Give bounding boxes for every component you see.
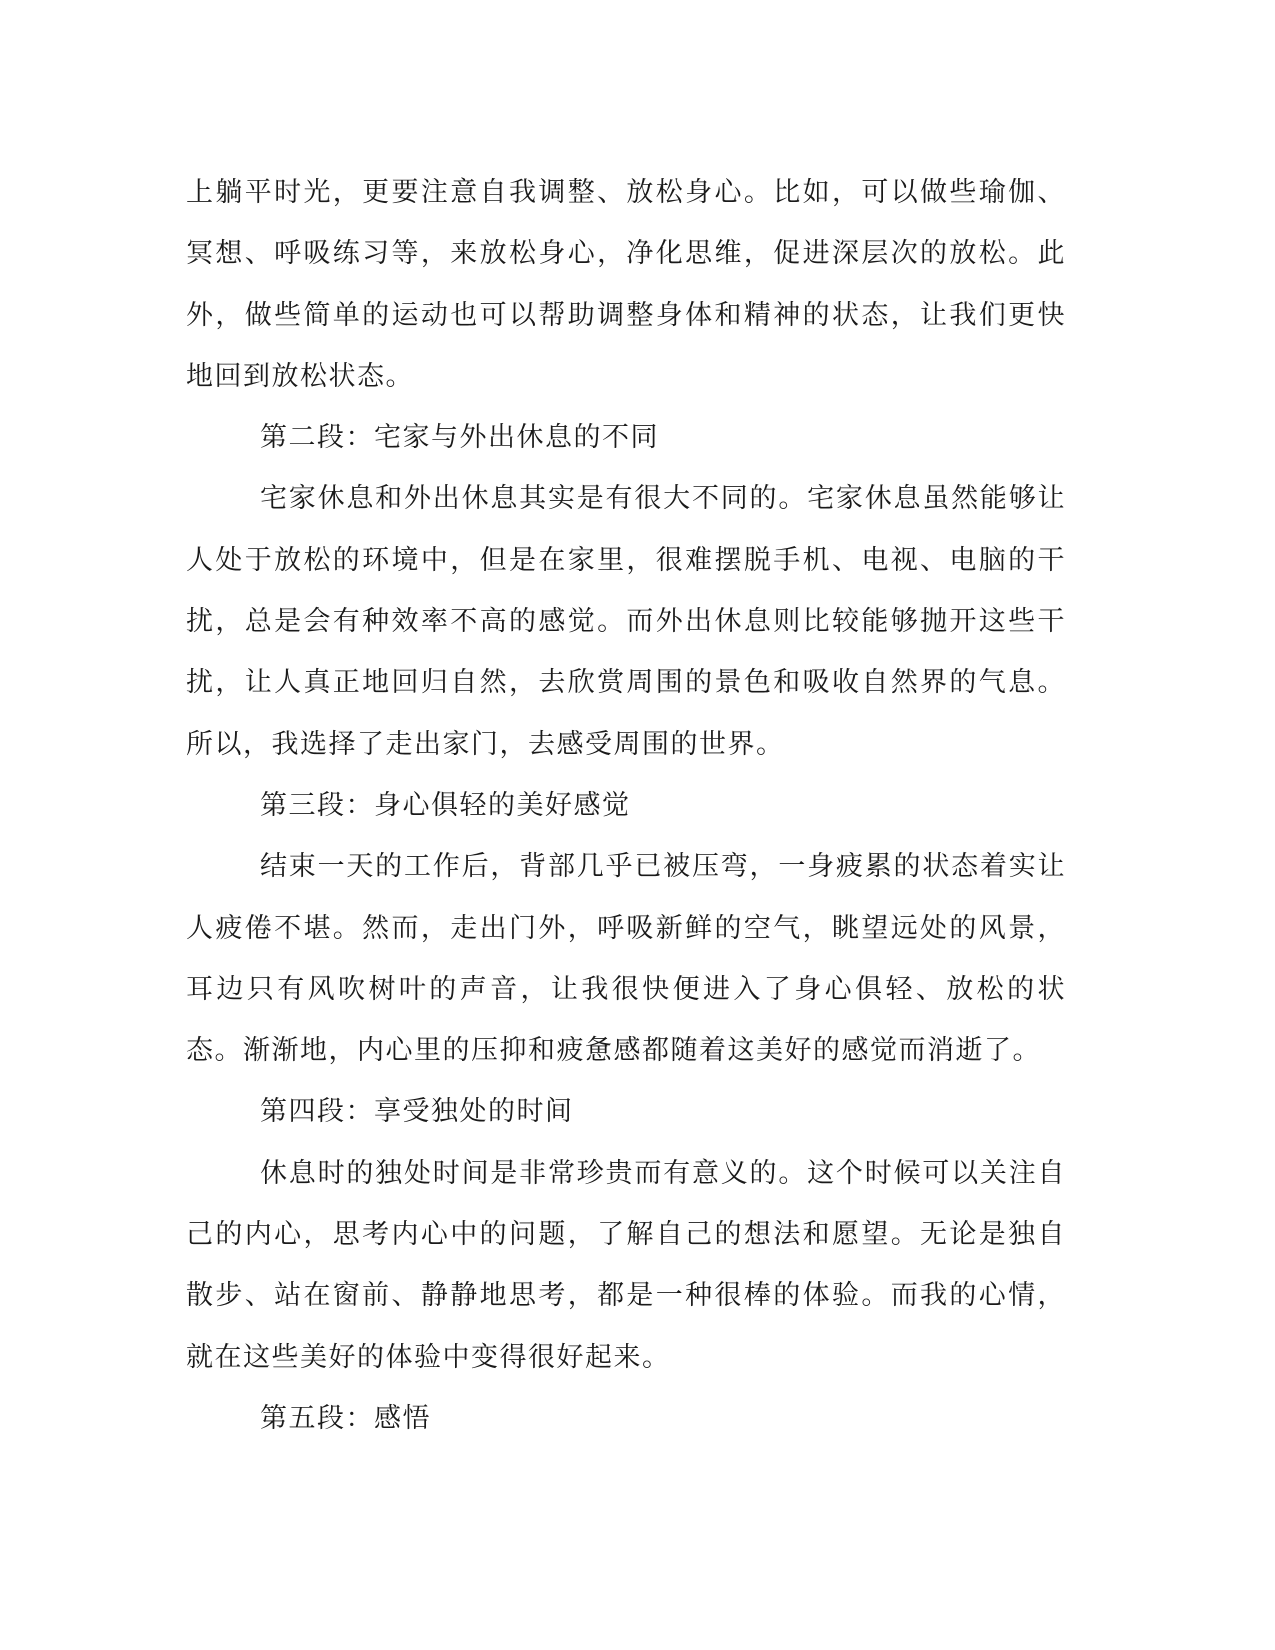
paragraph-section-2: 宅家休息和外出休息其实是有很大不同的。宅家休息虽然能够让人处于放松的环境中，但是在家里，很难摆脱手机、电视、电脑的干扰，总是会有种效率不高的感觉。而外出休息则比较能够抛开这些干扰，让人真正地回归自然，去欣赏周围的景色和吸收自然界的气息。所以，我选择了走出家门，去感受周围的世界。 <box>186 483 1066 760</box>
section-heading-4: 第四段：享受独处的时间 <box>260 1096 574 1128</box>
section-heading-3: 第三段：身心俱轻的美好感觉 <box>260 789 631 821</box>
paragraph-section-3: 结束一天的工作后，背部几乎已被压弯，一身疲累的状态着实让人疲倦不堪。然而，走出门外，呼吸新鲜的空气，眺望远处的风景，耳边只有风吹树叶的声音，让我很快便进入了身心俱轻、放松的状态。渐渐地，内心里的压抑和疲惫感都随着这美好的感觉而消逝了。 <box>186 851 1066 1067</box>
paragraph-section-4: 休息时的独处时间是非常珍贵而有意义的。这个时候可以关注自己的内心，思考内心中的问题，了解自己的想法和愿望。无论是独自散步、站在窗前、静静地思考，都是一种很棒的体验。而我的心情，就在这些美好的体验中变得很好起来。 <box>186 1157 1066 1373</box>
document-body <box>186 162 1066 1449</box>
paragraph-continuation: 上躺平时光，更要注意自我调整、放松身心。比如，可以做些瑜伽、冥想、呼吸练习等，来放松身心，净化思维，促进深层次的放松。此外，做些简单的运动也可以帮助调整身体和精神的状态，让我们更快地回到放松状态。 <box>186 177 1066 392</box>
section-heading-5: 第五段：感悟 <box>260 1402 431 1434</box>
section-heading-2: 第二段：宅家与外出休息的不同 <box>260 422 659 454</box>
